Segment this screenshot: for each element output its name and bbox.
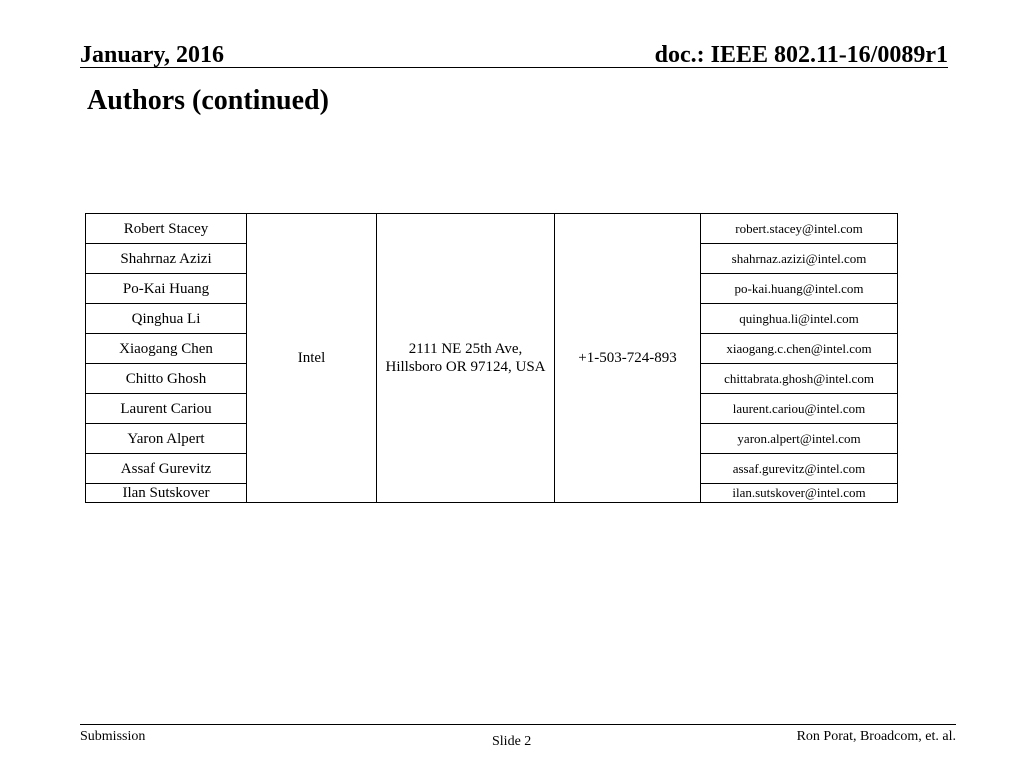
author-name: Ilan Sutskover xyxy=(86,484,247,503)
header-doc-id: doc.: IEEE 802.11-16/0089r1 xyxy=(654,42,948,68)
author-name: Assaf Gurevitz xyxy=(86,454,247,484)
table-row xyxy=(86,214,898,244)
author-name: Laurent Cariou xyxy=(86,394,247,424)
author-email: laurent.cariou@intel.com xyxy=(701,394,898,424)
footer-slide-number: Slide 2 xyxy=(492,734,532,749)
author-name: Robert Stacey xyxy=(86,214,247,244)
author-name: Chitto Ghosh xyxy=(86,364,247,394)
author-name: Qinghua Li xyxy=(86,304,247,334)
header-date: January, 2016 xyxy=(80,42,225,68)
author-affiliation: Intel xyxy=(247,214,377,503)
author-name: Po-Kai Huang xyxy=(86,274,247,304)
author-address: 2111 NE 25th Ave, Hillsboro OR 97124, USA xyxy=(377,214,555,503)
authors-table xyxy=(85,213,898,503)
author-email: chittabrata.ghosh@intel.com xyxy=(701,364,898,394)
footer-divider xyxy=(80,724,956,725)
author-email: xiaogang.c.chen@intel.com xyxy=(701,334,898,364)
author-email: shahrnaz.azizi@intel.com xyxy=(701,244,898,274)
author-name: Yaron Alpert xyxy=(86,424,247,454)
footer-submission: Submission xyxy=(80,729,146,744)
author-name: Xiaogang Chen xyxy=(86,334,247,364)
author-email: ilan.sutskover@intel.com xyxy=(701,484,898,503)
author-email: robert.stacey@intel.com xyxy=(701,214,898,244)
author-email: po-kai.huang@intel.com xyxy=(701,274,898,304)
author-email: yaron.alpert@intel.com xyxy=(701,424,898,454)
author-phone: +1-503-724-893 xyxy=(555,214,701,503)
header-divider xyxy=(80,67,948,68)
author-name: Shahrnaz Azizi xyxy=(86,244,247,274)
author-email: quinghua.li@intel.com xyxy=(701,304,898,334)
author-email: assaf.gurevitz@intel.com xyxy=(701,454,898,484)
slide-title: Authors (continued) xyxy=(87,85,329,116)
footer-author: Ron Porat, Broadcom, et. al. xyxy=(796,729,956,744)
